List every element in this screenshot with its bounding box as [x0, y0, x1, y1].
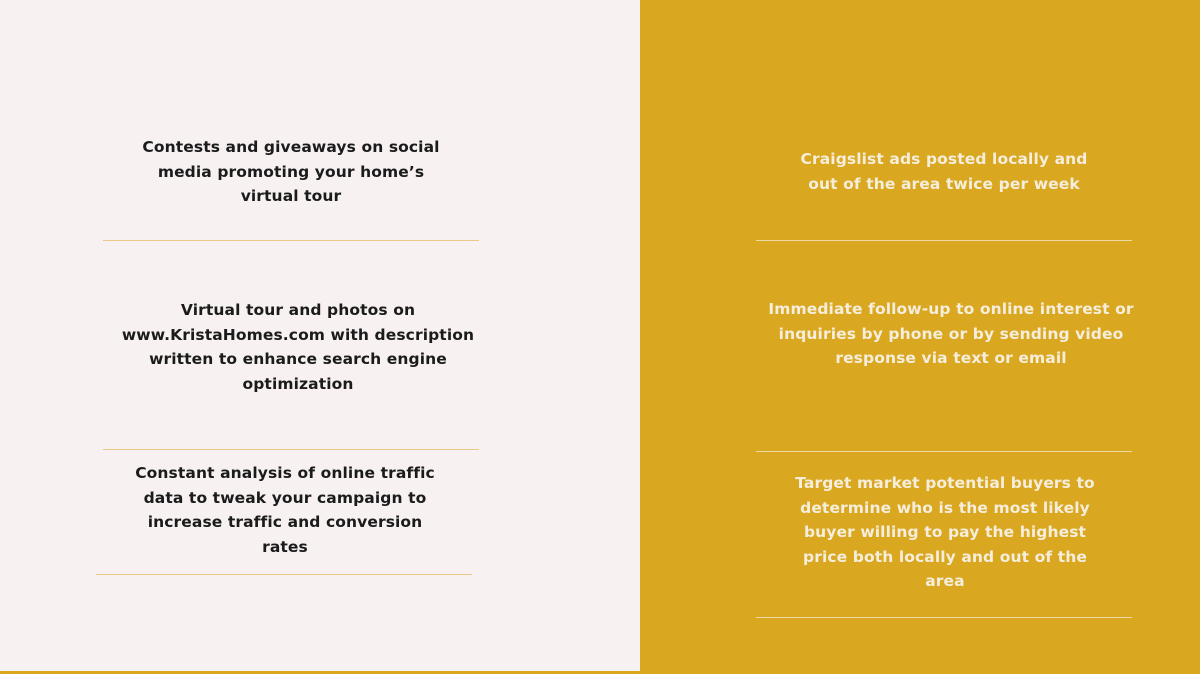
left-item-social-contests: Contests and giveaways on social media promoting your home’s virtual tour [142, 138, 440, 205]
right-item-craigslist-ads: Craigslist ads posted locally and out of the area twice per week [800, 150, 1088, 193]
right-divider-2 [756, 451, 1132, 452]
left-divider-2 [103, 449, 479, 450]
right-divider-3 [756, 617, 1132, 618]
left-item-traffic-analysis: Constant analysis of online traffic data to tweak your campaign to increase traffic and conversion rates [135, 464, 435, 556]
left-divider-1 [103, 240, 479, 241]
right-item-follow-up: Immediate follow-up to online interest or inquiries by phone or by sending video response via text or email [768, 300, 1134, 367]
left-divider-3 [96, 574, 472, 575]
right-item-target-market: Target market potential buyers to determine who is the most likely buyer willing to pay the highest price both locally and out of the area [795, 474, 1095, 590]
left-item-virtual-tour-website: Virtual tour and photos on www.KristaHomes.com with description written to enhance search engine optimization [121, 301, 475, 393]
right-divider-1 [756, 240, 1132, 241]
